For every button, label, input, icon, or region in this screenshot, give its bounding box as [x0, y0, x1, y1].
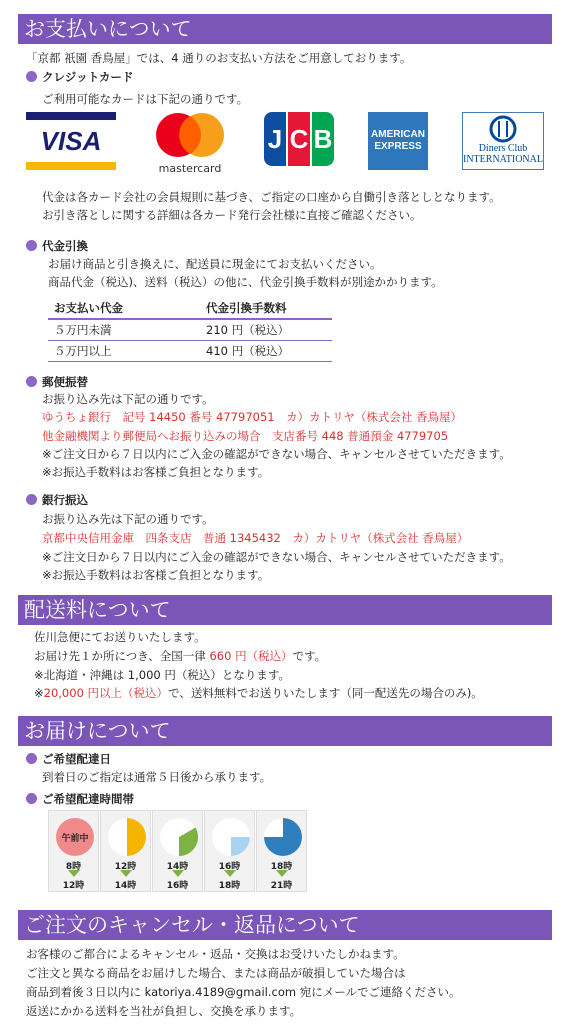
visa-logo: VISA [26, 112, 116, 170]
fee-table-header: お支払い代金 [48, 298, 200, 319]
arrow-down-icon [68, 870, 80, 877]
fee-table-cell: ５万円以上 [48, 341, 200, 362]
cod-heading: 代金引換 [42, 239, 88, 253]
cancel-line-1: お客様のご都合によるキャンセル・返品・交換はお受けいたしかねます。 [26, 947, 405, 961]
bullet-icon [26, 494, 37, 505]
time-slot-tile [100, 810, 151, 892]
delivery-date-desc: 到着日のご指定は通常５日後から承ります。 [42, 770, 272, 784]
cancel-line-2: ご注文と異なる商品をお届けした場合、または商品が破損していた場合は [26, 966, 406, 980]
slot-end: 12時 [62, 881, 85, 891]
slot-start: 14時 [166, 862, 189, 872]
postal-heading: 郵便振替 [42, 375, 88, 389]
free-shipping-threshold: 20,000 円以上（税込） [43, 686, 169, 700]
payment-intro: 「京都 祇園 香鳥屋」では、4 通りのお支払い方法をご用意しております。 [26, 51, 412, 65]
clock-icon [159, 817, 199, 857]
fee-table-cell: 410 円（税込） [200, 341, 332, 362]
shipping-flat-rate: 660 円（税込） [209, 649, 293, 663]
clock-icon [55, 817, 95, 857]
postal-line-5: ※お振込手数料はお客様ご負担となります。 [42, 465, 270, 479]
slot-end: 18時 [218, 881, 241, 891]
cancel-line-3: 商品到着後３日以内に katoriya.4189@gmail.com 宛にメールでご連絡ください。 [26, 985, 461, 999]
postal-other-bank: 他金融機関より郵便局へお振り込みの場合 支店番号 448 普通預金 4779705 [42, 429, 449, 443]
bullet-icon [26, 240, 37, 251]
bank-account: 京都中央信用金庫 四条支店 普通 1345432 カ）カトリヤ（株式会社 香鳥屋） [42, 531, 469, 545]
delivery-time-heading: ご希望配達時間帯 [42, 792, 134, 806]
fee-table-cell: 210 円（税込） [200, 319, 332, 341]
section-header-cancel: ご注文のキャンセル・返品について [18, 910, 552, 940]
cod-line-1: お届け商品と引き換えに、配送員に現金にてお支払いください。 [48, 257, 382, 271]
section-header-payment: お支払いについて [18, 14, 552, 44]
arrow-down-icon [276, 870, 288, 877]
arrow-down-icon [172, 870, 184, 877]
jcb-logo: J C B [264, 112, 334, 170]
slot-end: 14時 [114, 881, 137, 891]
credit-note-1: 代金は各カード会社の会員規則に基づき、ご指定の口座から自働引き落としとなります。 [42, 190, 501, 204]
clock-icon [107, 817, 147, 857]
credit-note-2: お引き落としに関する詳細は各カード発行会社様に直接ご確認ください。 [42, 208, 422, 222]
bank-line-3: ※ご注文日から７日以内にご入金の確認ができない場合、キャンセルさせていただきます。 [42, 550, 511, 564]
clock-icon [211, 817, 251, 857]
postal-line-1: お振り込み先は下記の通りです。 [42, 392, 214, 406]
shipping-line-2: お届け先１か所につき、全国一律 660 円（税込）です。 [34, 649, 327, 663]
bank-heading: 銀行振込 [42, 493, 88, 507]
mastercard-logo: mastercard [150, 112, 230, 170]
clock-icon [263, 817, 303, 857]
bullet-icon [26, 71, 37, 82]
bullet-icon [26, 376, 37, 387]
diners-logo: Diners Club INTERNATIONAL [462, 112, 544, 170]
slot-end: 21時 [270, 881, 293, 891]
amex-logo: AMERICAN EXPRESS [368, 112, 428, 170]
arrow-down-icon [120, 870, 132, 877]
credit-heading: クレジットカード [42, 70, 134, 84]
section-header-delivery: お届けについて [18, 716, 552, 746]
arrow-down-icon [224, 870, 236, 877]
slot-start: 8時 [65, 862, 82, 872]
bank-line-1: お振り込み先は下記の通りです。 [42, 512, 214, 526]
slot-label: 午前中 [61, 834, 89, 844]
slot-start: 12時 [114, 862, 137, 872]
postal-account: ゆうちょ銀行 記号 14450 番号 47797051 カ）カトリヤ（株式会社 香鳥屋） [42, 410, 463, 424]
shipping-line-3: ※北海道・沖縄は 1,000 円（税込）となります。 [34, 668, 290, 682]
shipping-line-4: ※20,000 円以上（税込）で、送料無料でお送りいたします（同一配送先の場合のみ)。 [34, 686, 483, 700]
time-slot-tile [48, 810, 99, 892]
credit-desc: ご利用可能なカードは下記の通りです。 [42, 92, 249, 106]
section-header-shipping: 配送料について [18, 595, 552, 625]
time-slot-tile [256, 810, 307, 892]
slot-start: 18時 [270, 862, 293, 872]
bullet-icon [26, 753, 37, 764]
time-slot-tile [204, 810, 255, 892]
cod-line-2: 商品代金（税込)、送料（税込）の他に、代金引換手数料が別途かかります。 [48, 275, 443, 289]
fee-table-header: 代金引換手数料 [200, 298, 332, 319]
cancel-line-4: 返送にかかる送料を当社が負担し、交換を承ります。 [26, 1004, 302, 1018]
postal-line-4: ※ご注文日から７日以内にご入金の確認ができない場合、キャンセルさせていただきます。 [42, 447, 511, 461]
fee-table-cell: ５万円未満 [48, 319, 200, 341]
slot-end: 16時 [166, 881, 189, 891]
time-slot-tile [152, 810, 203, 892]
slot-start: 16時 [218, 862, 241, 872]
delivery-date-heading: ご希望配達日 [42, 752, 111, 766]
bullet-icon [26, 793, 37, 804]
shipping-line-1: 佐川急便にてお送りいたします。 [34, 630, 206, 644]
bank-line-4: ※お振込手数料はお客様ご負担となります。 [42, 568, 270, 582]
cod-fee-table [48, 298, 332, 362]
